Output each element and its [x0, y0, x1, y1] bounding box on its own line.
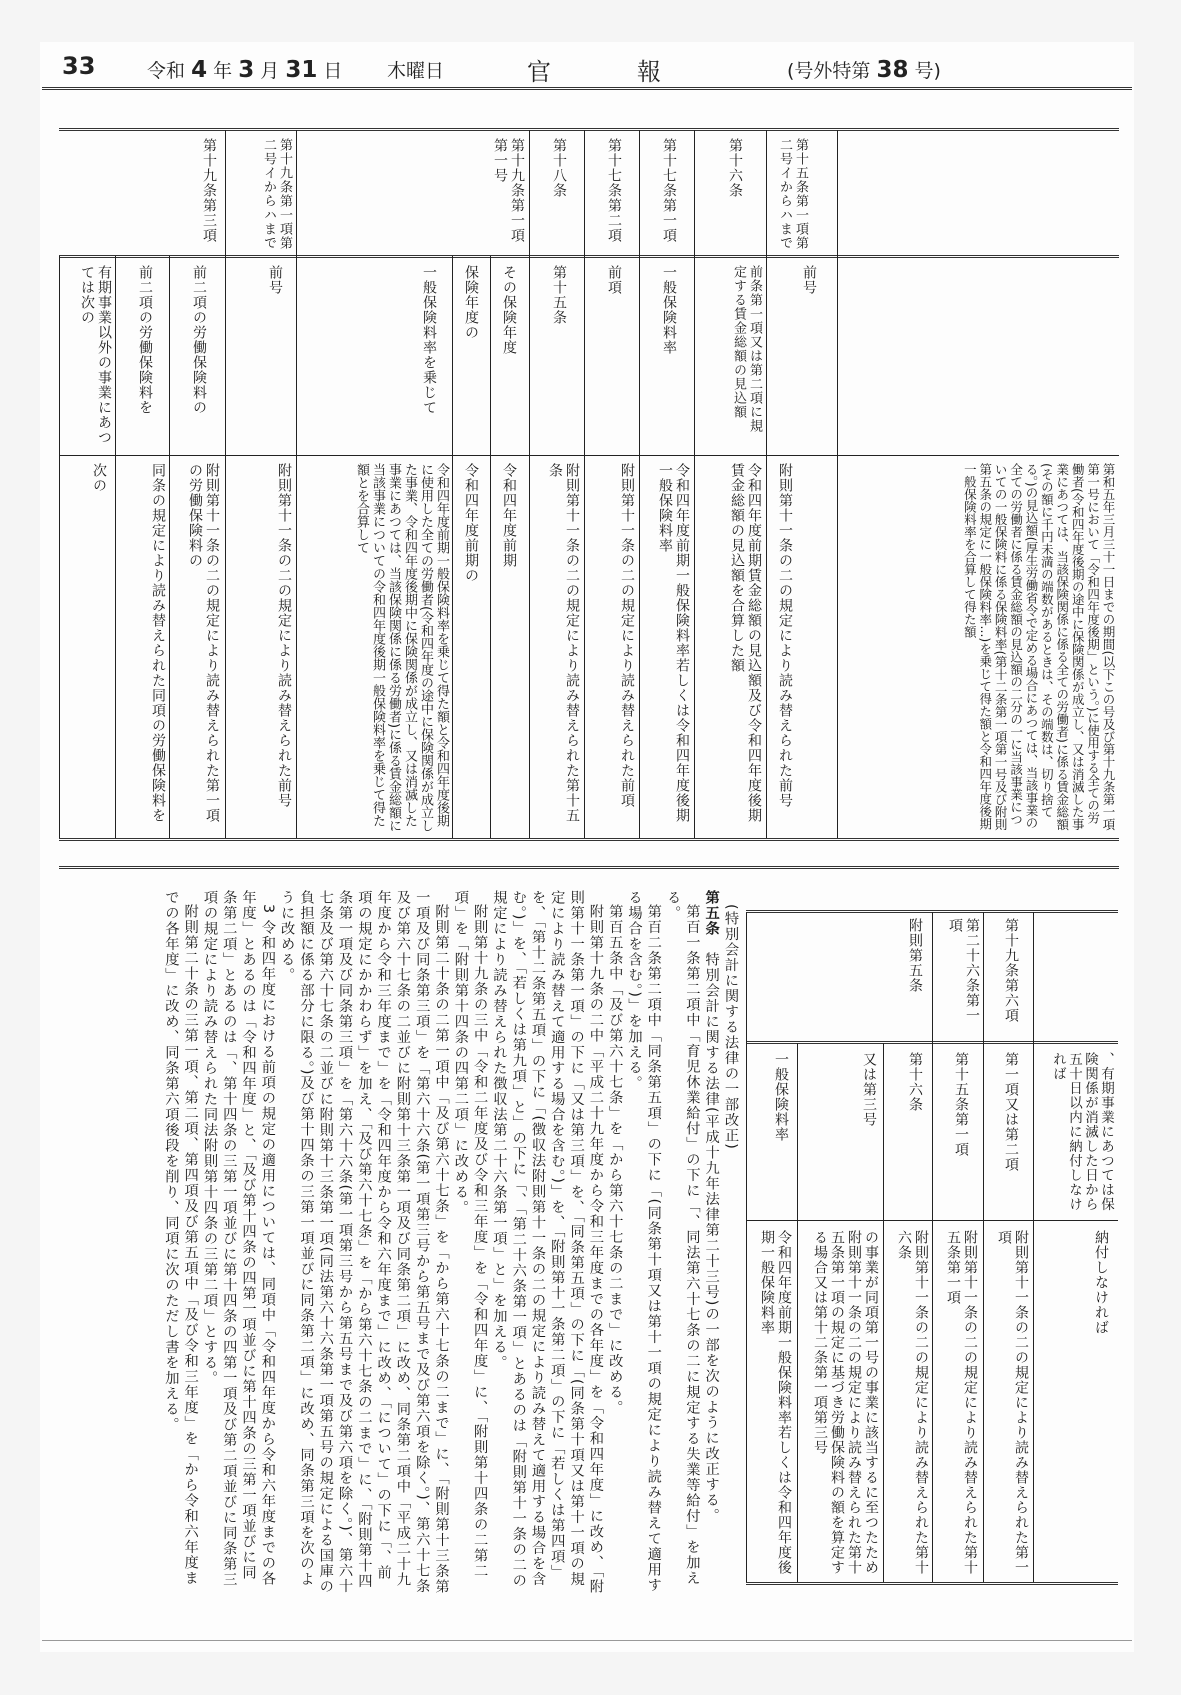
subcolumn-divider: [452, 256, 453, 838]
after-cell: 附則第十一条の二の規定により読み替えられた第十六条: [896, 1230, 929, 1575]
issue-date: [147, 56, 342, 83]
after-cell: 附則第十一条の二の規定により読み替えられた第一項の労働保険料の: [187, 463, 220, 823]
page-bottom-rule: [42, 1640, 1132, 1641]
subcolumn-divider: [115, 256, 116, 838]
before-cell: 前項: [606, 265, 622, 295]
body-paragraph: 第百二条第二項中「同条第五項」の下に「(同条第十項又は第十一項の規定により読み替えて適用する場合を含む。)」を加える。: [626, 890, 662, 1594]
before-cell: 前二項の労働保険料を: [137, 265, 153, 415]
section-rule: [59, 866, 1119, 869]
before-cell: その保険年度: [501, 265, 517, 355]
before-cell: 第十六条: [907, 1052, 923, 1112]
column-divider: [1033, 912, 1034, 1582]
article-cell: 第十七条第二項: [606, 138, 622, 243]
date-month: 3: [238, 57, 255, 83]
article-cell: 第十九条第一項第二号イからハまで: [261, 138, 292, 250]
column-divider: [639, 130, 640, 838]
before-cell: 前号: [801, 265, 817, 295]
after-cell: 附則第十一条の二の規定により読み替えられた前号: [276, 463, 292, 808]
after-cell: 附則第十一条の二の規定により読み替えられた第一項: [996, 1230, 1029, 1575]
article-label: 第五条: [703, 890, 720, 937]
date-era: 令和: [147, 60, 186, 82]
table-left-border: [59, 256, 60, 838]
after-cell: 附則第十一条の二の規定により読み替えられた前号: [777, 463, 793, 808]
table-bottom-rule: [59, 838, 1119, 841]
table-left-border: [746, 912, 747, 1582]
column-divider: [766, 130, 767, 838]
before-cell: 又は第三号: [861, 1052, 877, 1127]
column-divider: [584, 130, 585, 838]
after-cell: 附則第十一条の二の規定により読み替えられた第十五条第一項: [945, 1230, 978, 1575]
before-cell: 前二項の労働保険料の: [191, 265, 207, 415]
amendment-body: [60, 890, 740, 1595]
subcolumn-divider: [169, 256, 170, 838]
after-cell: 令和四年度前期賃金総額の見込額及び令和四年度後期賃金総額の見込額を合算した額: [729, 463, 762, 823]
table-bottom-rule: [746, 1582, 1118, 1585]
column-divider: [983, 912, 984, 1582]
body-paragraph: 附則第二十条の二第一項中「及び第六十七条」を「から第六十七条の二まで」に、「附則第十三条第一項及び同条第三項」を「第六十六条(第一項第三号から第五号まで及び第六項を除く。)、第六十七条及び第六十七条の二並びに附則第十三条第一項及び同条第二項」に改め、同条第二項中「平成二十九年度から令和三年度まで」を「令和四年度から令和六年度まで」に改め、「について」の下に「、前項の規定にかかわらず」を加え、「及び第六十七条」を「から第六十七条の二まで」に、「附則第十四条第一項及び同条第三項」を「第六十六条(第一項第三号から第五号まで及び第六項を除く。)、第六十七条及び第六十七条の二並びに附則第十三条第一項(同法第六十六条第一項第五号の規定による国庫の負担額に係る部分に限る。)及び第十四条の三第一項並びに同条第二項」に改め、同条第三項を次のように改める。: [279, 890, 450, 1595]
before-cell: 第一項又は第二項: [1003, 1052, 1019, 1172]
issue-suffix: 号): [914, 60, 941, 82]
subcolumn-divider: [490, 256, 491, 838]
before-cell: 、有期事業にあつては保険関係が消滅した日から五十日以内に納付しなければ: [1050, 1052, 1114, 1212]
body-paragraph: 附則第二十条の三第一項、第二項、第四項及び第五項中「及び令和三年度」を「から令和六年度までの各年度」に改め、同条第六項後段を削り、同項に次のただし書を加える。: [163, 890, 199, 1587]
body-paragraph: 特別会計に関する法律(平成十九年法律第二十三号)の一部を次のように改正する。: [703, 952, 720, 1524]
body-paragraph: 3 令和四年度における前項の規定の適用については、同項中「令和四年度から令和六年度までの各年度」とあるのは「令和四年度」と、「及び第十四条の四第一項並びに第十四条の三第一項並びに同条第二項」とあるのは「、第十四条の三第一項並びに第十四条の四第一項及び第二項並びに同条第三項の規定により読み替えられた同法附則第十四条の三第二項」とする。: [201, 890, 276, 1588]
before-cell: 有期事業以外の事業にあつては次の: [79, 265, 112, 445]
after-cell: 同条の規定により読み替えられた同項の労働保険料を: [150, 463, 166, 823]
after-cell: 納付しなければ: [1093, 1230, 1109, 1335]
after-cell: 令和四年度前期の: [463, 463, 479, 583]
column-divider: [932, 912, 933, 1582]
article-cell: 第十五条第一項第二号イからハまで: [777, 138, 808, 250]
article-cell: 第十九条第六項: [1003, 918, 1019, 1023]
date-year: 4: [191, 57, 208, 83]
article-cell: 第十七条第一項: [661, 138, 677, 243]
after-cell: 次の: [91, 463, 107, 493]
article-cell: 附則第五条: [907, 918, 923, 993]
article-cell: 第十八条: [551, 138, 567, 198]
column-divider: [529, 130, 530, 838]
body-paragraph: 第百一条第二項中「育児休業給付」の下に「、同法第六十七条の二に規定する失業等給付」を加える。: [665, 890, 701, 1587]
body-paragraph: 附則第十九条の二中「平成二十九年度から令和三年度までの各年度」を「令和四年度」に改め、「附則第十一条第一項」の下に「又は第三項」を、「同条第五項」の下に「(同条第十項又は第十一項の規定により読み替えて適用する場合を含む。)」を、「附則第十一条第二項」の下に「若しくは第四項」を、「第十二条第五項」の下に「(徴収法附則第十一条の二の規定により読み替えて適用する場合を含む。)」を、「若しくは第九項」と」の下に「、「第二十六条第一項」とあるのは「附則第十一条の二の規定により読み替えられた徴収法第二十六条第一項」と」を加える。: [491, 890, 604, 1595]
date-year-unit: 年: [213, 60, 233, 82]
before-cell: 一般保険料率を乗じて: [421, 265, 437, 415]
after-cell: の事業が同項第一号の事業に該当するに至つたため附則第十一条の二の規定により読み替えられた第十五条第一項の規定に基づき労働保険料の額を算定する場合又は第十二条第一項第三号: [812, 1230, 879, 1575]
date-month-unit: 月: [260, 60, 280, 82]
before-cell: 第十五条第一項: [953, 1052, 969, 1157]
table-row-divider: [59, 455, 1119, 456]
masthead-rule: [42, 87, 1132, 90]
masthead: [42, 52, 1132, 88]
body-paragraph: 附則第十九条の三中「令和二年度及び令和三年度」を「令和四年度」に、「附則第十四条の二第二項」を「附則第十四条の四第二項」に改める。: [452, 890, 489, 1580]
after-cell: 令和四年度前期: [501, 463, 517, 568]
subcolumn-divider: [797, 1043, 798, 1582]
after-cell-long: 第和五年三月三十一日までの期間(以下この号及び第十九条第一項第一号において「令和四年度後期」という。)に使用する全ての労働者(令和四年度後期の途中に保険関係が成立し、又は消滅した事業にあつては、当該保険関係に係る全ての労働者)に係る賃金総額(その額に千円未満の端数があるときは、その端数は、切り捨てる。)の見込額(厚生労働省令で定める場合にあつては、当該事業の全ての労働者に係る賃金総額の見込額の二分の一に当該事業についての一般保険料に係る保険料率(第十二条第一項第一号及び附則第五条の規定に一般保険料率...)を乗じて得た額と令和四年度後期一般保険料率を合算して得た額: [962, 463, 1116, 831]
before-cell: 前条第一項又は第二項に規定する賃金総額の見込額: [731, 265, 762, 433]
article-cell: 第十六条: [727, 138, 743, 198]
table-header-rule: [59, 255, 1119, 258]
section-caption: (特別会計に関する法律の一部改正): [723, 904, 739, 1151]
column-divider: [837, 130, 838, 838]
issue-number: [787, 56, 941, 83]
column-divider: [225, 130, 226, 838]
column-divider: [694, 130, 695, 838]
after-cell: 附則第十一条の二の規定により読み替えられた前項: [619, 463, 635, 808]
date-day-unit: 日: [323, 60, 343, 82]
after-cell: 令和四年度前期一般保険料率若しくは令和四年度後期一般保険料率: [759, 1230, 792, 1575]
column-divider: [296, 130, 297, 838]
after-cell: 令和四年度前期一般保険料率を乗じて得た額と令和四年度後期に使用した全ての労働者(令和四年度の途中に保険関係が成立した事業、令和四年度後期中に保険関係が成立し、又は消滅した事業にあつては、当該保険関係に係る労働者)に係る賃金総額に当該事業についての令和四年度後期一般保険料率を乗じて得た額とを合算して: [354, 463, 449, 833]
gazette-title-po: 報: [637, 58, 661, 86]
issue-prefix: (号外特第: [787, 60, 871, 82]
issue-number-value: 38: [876, 57, 909, 83]
weekday: 木曜日: [387, 60, 445, 82]
article-cell: 第十九条第一項第一号: [492, 138, 525, 243]
before-cell: 一般保険料率: [661, 265, 677, 355]
article-cell: 第十九条第三項: [201, 138, 217, 243]
before-cell: 保険年度の: [463, 265, 479, 340]
before-cell: 第十五条: [551, 265, 567, 325]
before-cell: 前号: [267, 265, 283, 295]
after-cell: 令和四年度前期一般保険料率若しくは令和四年度後期一般保険料率: [657, 463, 690, 823]
table-top-rule: [59, 128, 1119, 131]
after-cell: 附則第十一条の二の規定により読み替えられた第十五条: [547, 463, 580, 823]
gazette-title-kan: 官: [527, 58, 551, 86]
article-cell: 第二十六条第一項: [947, 918, 980, 1023]
subcolumn-divider: [883, 1043, 884, 1582]
before-cell: 一般保険料率: [773, 1052, 789, 1142]
page-number: 33: [62, 52, 96, 80]
date-day: 31: [285, 57, 318, 83]
body-paragraph: 第百五条中「及び第六十七条」を「から第六十七条の二まで」に改める。: [607, 904, 624, 1416]
